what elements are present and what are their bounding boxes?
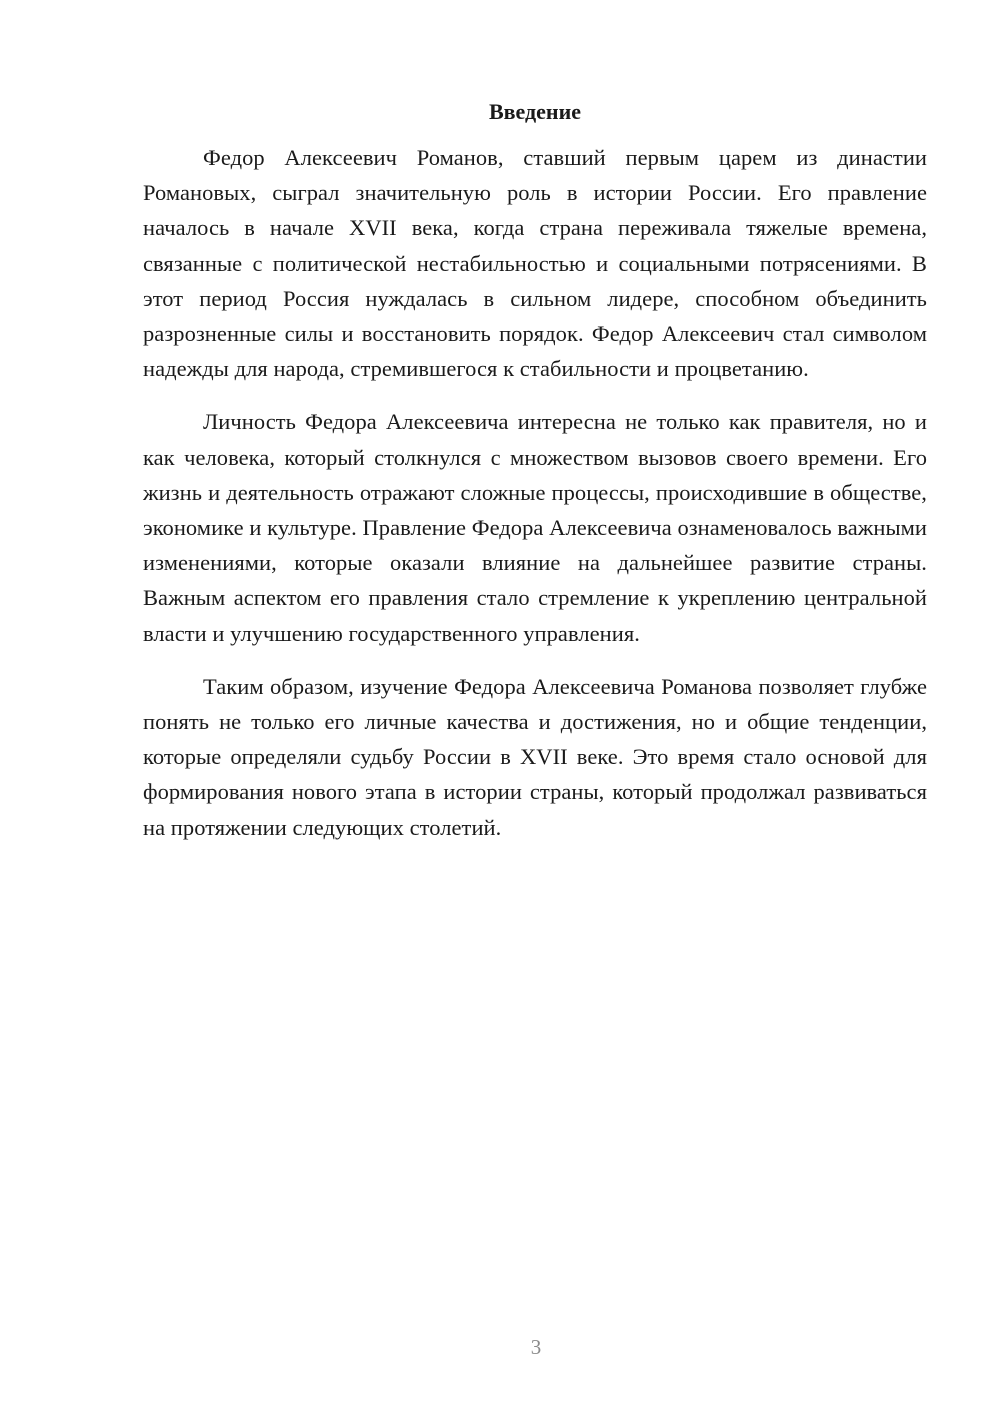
page-content [143, 96, 927, 863]
paragraph-1: Федор Алексеевич Романов, ставший первым царем из династии Романовых, сыграл значительную роль в истории России. Его правление началось в начале XVII века, когда страна переживала тяжелые времена, связанные с политической нестабильностью и социальными потрясениями. В этот период Россия нуждалась в сильном лидере, способном объединить разрозненные силы и восстановить порядок. Федор Алексеевич стал символом надежды для народа, стремившегося к стабильности и процветанию. [143, 145, 927, 382]
section-title: Введение [488, 99, 582, 124]
page-number: 3 [530, 1335, 542, 1359]
paragraph-3: Таким образом, изучение Федора Алексеевича Романова позволяет глубже понять не только его личные качества и достижения, но и общие тенденции, которые определяли судьбу России в XVII веке. Это время стало основой для формирования нового этапа в истории страны, который продолжал развиваться на протяжении следующих столетий. [143, 673, 927, 840]
paragraph-2: Личность Федора Алексеевича интересна не только как правителя, но и как человека, который столкнулся с множеством вызовов своего времени. Его жизнь и деятельность отражают сложные процессы, происходившие в обществе, экономике и культуре. Правление Федора Алексеевича ознаменовалось важными изменениями, которые оказали влияние на дальнейшее развитие страны. Важным аспектом его правления стало стремление к укреплению центральной власти и улучшению государственного управления. [143, 409, 927, 646]
